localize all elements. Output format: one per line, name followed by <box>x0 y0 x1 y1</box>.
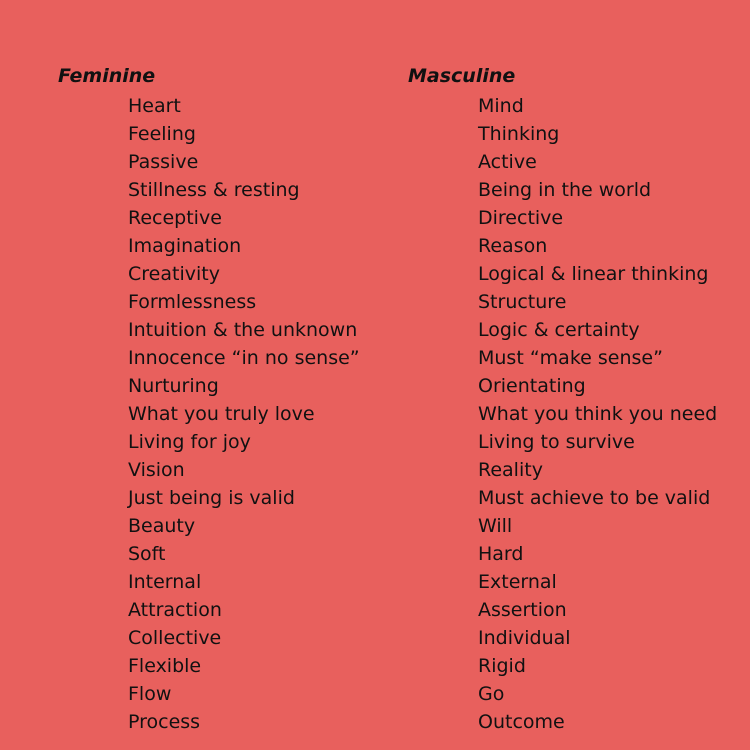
masculine-list-item: Reason <box>478 235 548 257</box>
feminine-list-item: Collective <box>128 627 222 649</box>
feminine-list-item: Formlessness <box>128 291 257 313</box>
feminine-list-item: Stillness & resting <box>128 179 300 201</box>
masculine-list-item: Rigid <box>478 655 526 677</box>
masculine-list-item: Directive <box>478 207 564 229</box>
feminine-list-item: Receptive <box>128 207 222 229</box>
feminine-list-item: Passive <box>128 151 199 173</box>
feminine-list-item: Heart <box>128 95 181 117</box>
masculine-list-item: Logical & linear thinking <box>478 263 709 285</box>
feminine-list-item: Process <box>128 711 201 733</box>
masculine-list-item: Outcome <box>478 711 565 733</box>
feminine-column <box>58 64 360 736</box>
masculine-list-item: Hard <box>478 543 524 565</box>
masculine-list-item: External <box>478 571 557 593</box>
feminine-list <box>58 92 360 736</box>
masculine-list-item: Being in the world <box>478 179 652 201</box>
feminine-list-item: Soft <box>128 543 166 565</box>
feminine-list-item: Attraction <box>128 599 222 621</box>
masculine-list-item: Active <box>478 151 537 173</box>
masculine-list-item: Will <box>478 515 513 537</box>
masculine-list-item: Structure <box>478 291 567 313</box>
masculine-list-item: Mind <box>478 95 524 117</box>
feminine-list-item: Flow <box>128 683 172 705</box>
feminine-list-item: Nurturing <box>128 375 219 397</box>
masculine-list-item: Reality <box>478 459 543 481</box>
feminine-list-item: Feeling <box>128 123 196 145</box>
masculine-list-item: Assertion <box>478 599 567 621</box>
masculine-list-item: Must “make sense” <box>478 347 663 369</box>
masculine-list <box>408 92 717 736</box>
feminine-list-item: What you truly love <box>128 403 315 425</box>
masculine-list-item: What you think you need <box>478 403 718 425</box>
feminine-list-item: Internal <box>128 571 202 593</box>
masculine-column <box>408 64 717 736</box>
feminine-list-item: Flexible <box>128 655 202 677</box>
masculine-list-item: Must achieve to be valid <box>478 487 711 509</box>
feminine-list-item: Living for joy <box>128 431 251 453</box>
feminine-list-item: Creativity <box>128 263 220 285</box>
masculine-list-item: Living to survive <box>478 431 635 453</box>
feminine-list-item: Imagination <box>128 235 242 257</box>
masculine-list-item: Logic & certainty <box>478 319 640 341</box>
feminine-heading: Feminine <box>58 65 156 87</box>
feminine-list-item: Vision <box>128 459 185 481</box>
masculine-heading: Masculine <box>408 65 516 87</box>
masculine-list-item: Go <box>478 683 505 705</box>
masculine-list-item: Thinking <box>478 123 560 145</box>
feminine-list-item: Beauty <box>128 515 196 537</box>
feminine-list-item: Intuition & the unknown <box>128 319 358 341</box>
masculine-list-item: Orientating <box>478 375 586 397</box>
masculine-list-item: Individual <box>478 627 571 649</box>
feminine-list-item: Innocence “in no sense” <box>128 347 360 369</box>
feminine-list-item: Just being is valid <box>128 487 295 509</box>
